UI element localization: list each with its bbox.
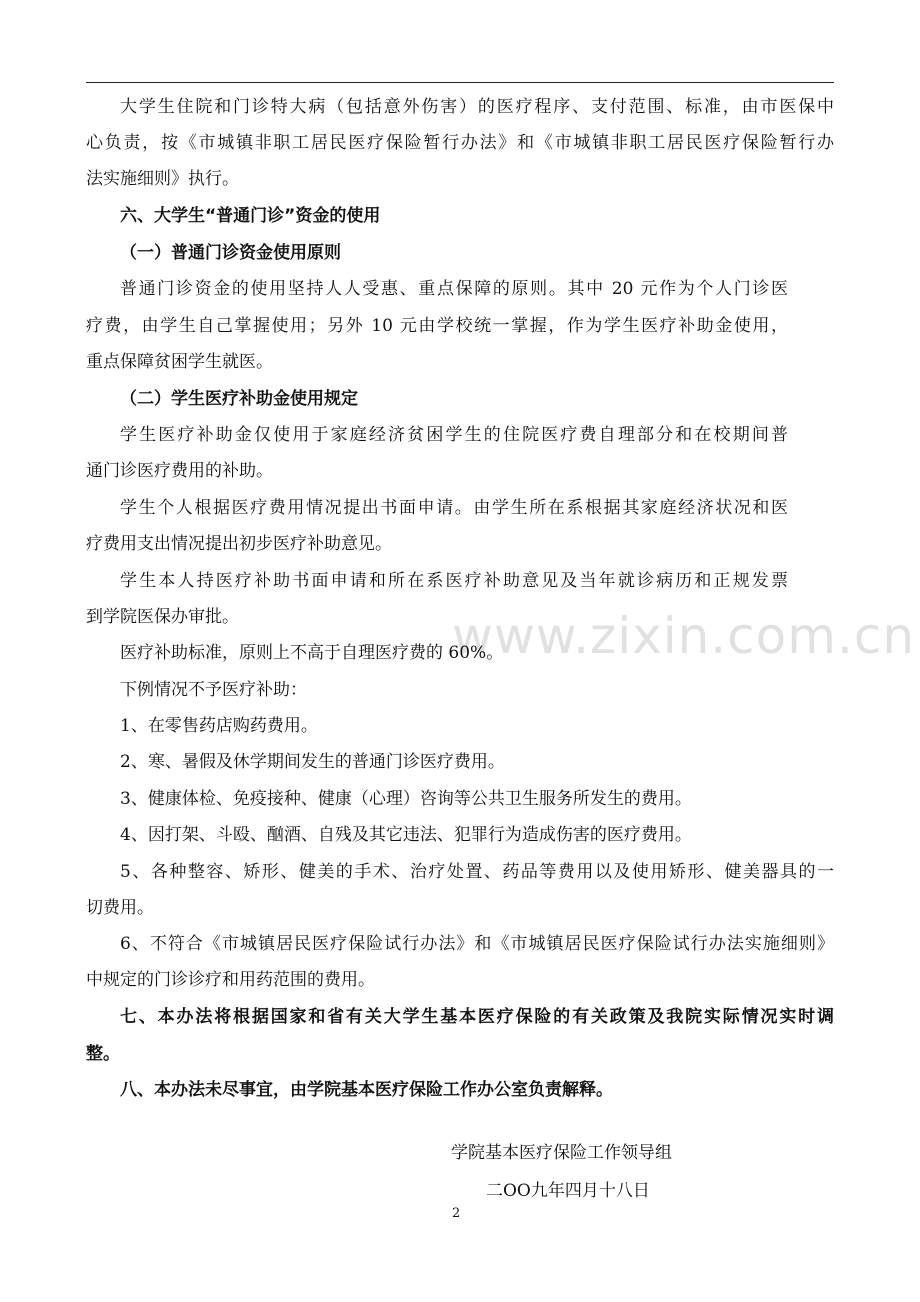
list-item-5-line-1: 5、各种整容、矫形、健美的手术、治疗处置、药品等费用以及使用矫形、健美器具的一 [120,862,834,882]
para-3-line-2: 通门诊医疗费用的补助。 [86,461,273,481]
para-2-line-2: 疗费，由学生自己掌握使用；另外 10 元由学校统一掌握，作为学生医疗补助金使用， [86,316,788,336]
para-4-line-1: 学生个人根据医疗费用情况提出书面申请。由学生所在系根据其家庭经济状况和医 [120,498,788,518]
para-6: 医疗补助标准，原则上不高于自理医疗费的 60%。 [120,643,504,663]
section-6-1-heading: （一）普通门诊资金使用原则 [120,243,341,263]
section-7-line-1: 七、本办法将根据国家和省有关大学生基本医疗保险的有关政策及我院实际情况实时调 [120,1007,834,1027]
section-7-line-2: 整。 [86,1044,120,1064]
para-4-line-2: 疗费用支出情况提出初步医疗补助意见。 [86,534,392,554]
page-number: 2 [452,1206,461,1221]
header-rule [86,82,834,83]
list-item-1: 1、在零售药店购药费用。 [120,716,318,736]
list-item-4: 4、因打架、斗殴、酗酒、自残及其它违法、犯罪行为造成伤害的医疗费用。 [120,825,692,845]
section-6-2-heading: （二）学生医疗补助金使用规定 [120,389,358,409]
signature-org: 学院基本医疗保险工作领导组 [451,1143,672,1163]
para-2-line-1: 普通门诊资金的使用坚持人人受惠、重点保障的原则。其中 20 元作为个人门诊医 [120,279,788,299]
list-item-2: 2、寒、暑假及休学期间发生的普通门诊医疗费用。 [120,752,505,772]
para-5-line-1: 学生本人持医疗补助书面申请和所在系医疗补助意见及当年就诊病历和正规发票 [120,571,788,591]
para-7: 下例情况不予医疗补助： [120,680,307,700]
watermark: www.zixin.com.cn [452,607,916,665]
list-item-6-line-1: 6、不符合《市城镇居民医疗保险试行办法》和《市城镇居民医疗保险试行办法实施细则》 [120,934,834,954]
para-5-line-2: 到学院医保办审批。 [86,607,239,627]
para-2-line-3: 重点保障贫困学生就医。 [86,352,273,372]
list-item-5-line-2: 切费用。 [86,898,154,918]
list-item-6-line-2: 中规定的门诊诊疗和用药范围的费用。 [86,970,375,990]
section-6-heading: 六、大学生“普通门诊”资金的使用 [120,206,381,226]
list-item-3: 3、健康体检、免疫接种、健康（心理）咨询等公共卫生服务所发生的费用。 [120,789,692,809]
section-8-heading: 八、本办法未尽事宜，由学院基本医疗保险工作办公室负责解释。 [120,1080,613,1100]
para-1-line-1: 大学生住院和门诊特大病（包括意外伤害）的医疗程序、支付范围、标准，由市医保中 [120,97,834,117]
para-1-line-3: 法实施细则》执行。 [86,169,239,189]
para-1-line-2: 心负责，按《市城镇非职工居民医疗保险暂行办法》和《市城镇非职工居民医疗保险暂行办 [86,133,834,153]
para-3-line-1: 学生医疗补助金仅使用于家庭经济贫困学生的住院医疗费自理部分和在校期间普 [120,425,788,445]
signature-date: 二OO九年四月十八日 [486,1181,650,1201]
